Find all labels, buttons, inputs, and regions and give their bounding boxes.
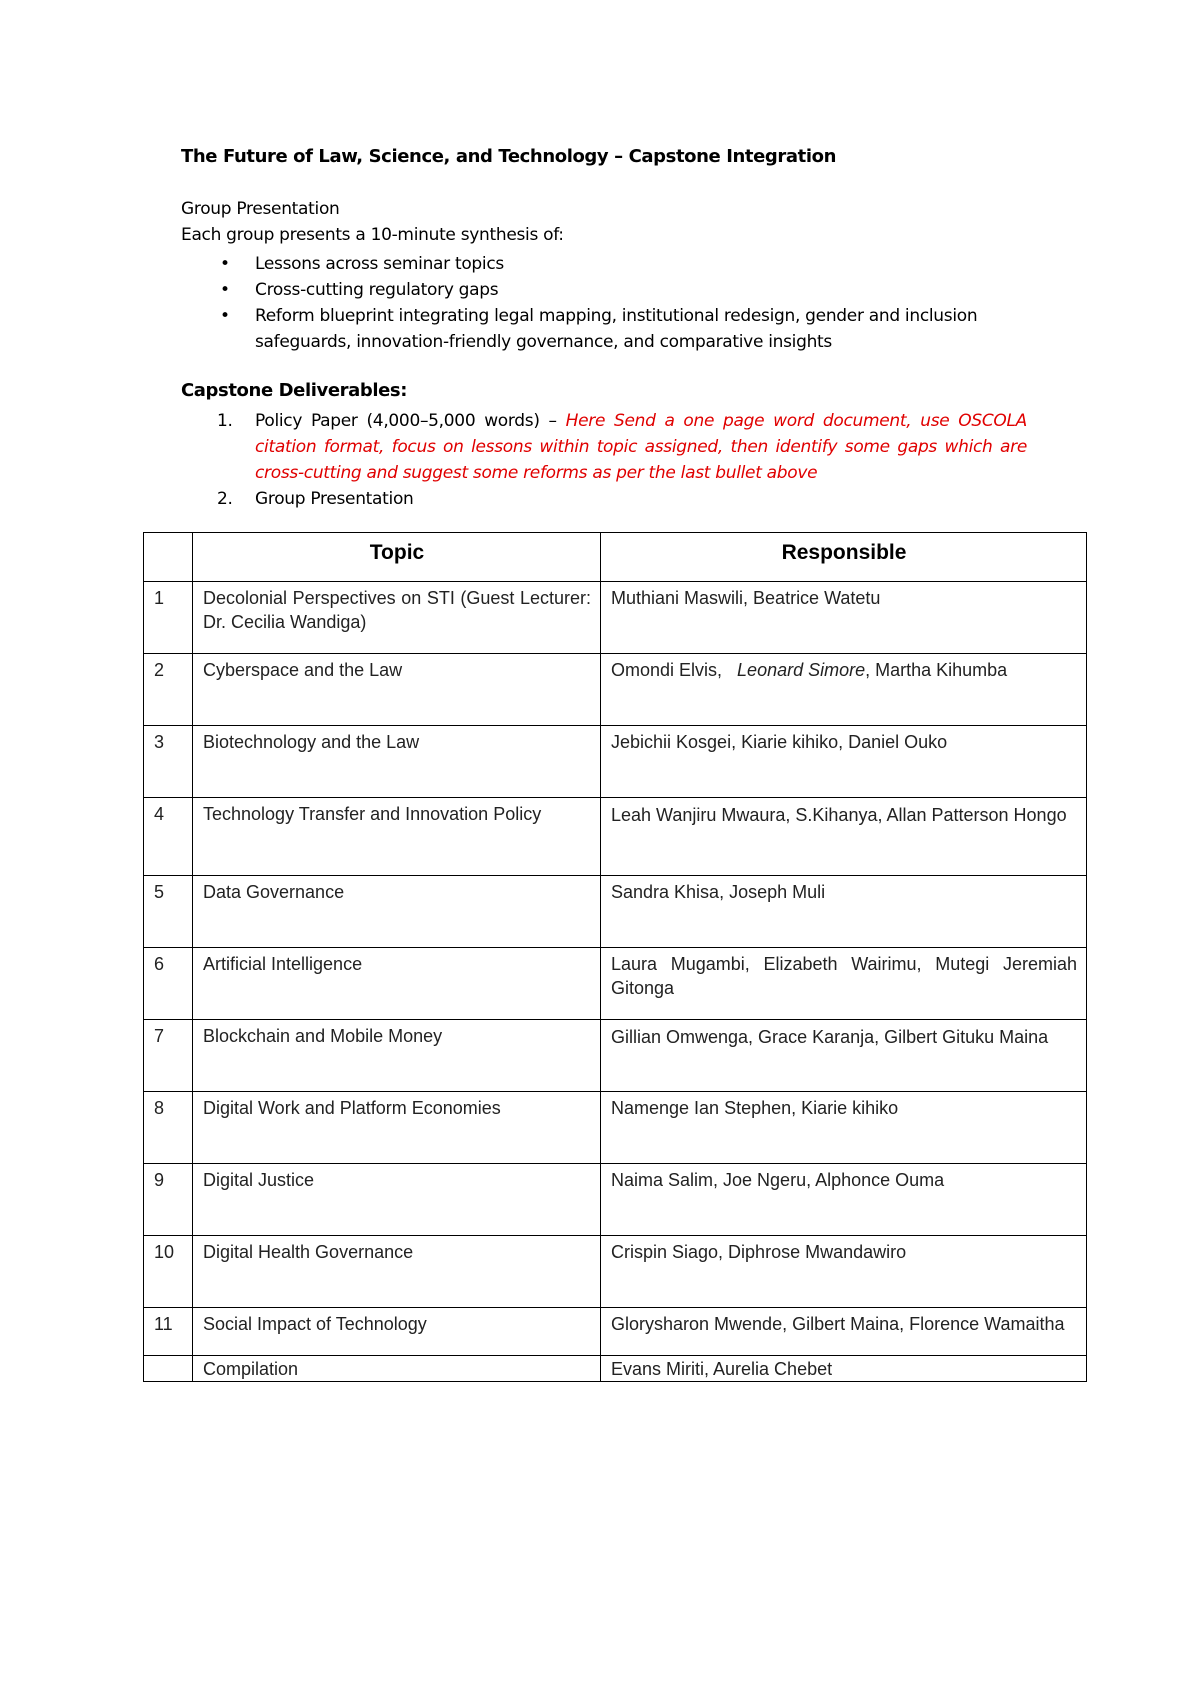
row-topic: Digital Health Governance: [193, 1236, 601, 1308]
bullet-item: [217, 251, 1027, 277]
table-row: [144, 1164, 1087, 1236]
deliverable-item: [217, 486, 1027, 512]
bullet-icon: •: [220, 306, 230, 326]
row-responsible: Crispin Siago, Diphrose Mwandawiro: [601, 1236, 1087, 1308]
row-number: 1: [144, 582, 193, 654]
deliverable-item: [217, 408, 1027, 486]
row-topic: Biotechnology and the Law: [193, 726, 601, 798]
table-row: [144, 1092, 1087, 1164]
row-topic: Compilation: [193, 1356, 601, 1382]
row-number: 4: [144, 798, 193, 876]
row-responsible: Laura Mugambi, Elizabeth Wairimu, Mutegi Jeremiah Gitonga: [601, 948, 1087, 1020]
table-row: [144, 582, 1087, 654]
bullet-text: Cross-cutting regulatory gaps: [255, 280, 499, 300]
row-responsible: Namenge Ian Stephen, Kiarie kihiko: [601, 1092, 1087, 1164]
bullet-item: [217, 277, 1027, 303]
row-responsible: Jebichii Kosgei, Kiarie kihiko, Daniel Ouko: [601, 726, 1087, 798]
row-responsible: Glorysharon Mwende, Gilbert Maina, Florence Wamaitha: [601, 1308, 1087, 1356]
row-topic: Cyberspace and the Law: [193, 654, 601, 726]
bullet-icon: •: [220, 254, 230, 274]
row-responsible: [601, 654, 1087, 726]
row-topic: Data Governance: [193, 876, 601, 948]
row-responsible: Sandra Khisa, Joseph Muli: [601, 876, 1087, 948]
responsible-part: Omondi Elvis,: [611, 660, 738, 680]
row-number: 9: [144, 1164, 193, 1236]
document-title: The Future of Law, Science, and Technology – Capstone Integration: [181, 146, 836, 167]
group-presentation-heading: Group Presentation: [181, 199, 340, 219]
deliverable-number: 2.: [217, 489, 233, 509]
deliverable-text: Group Presentation: [255, 489, 414, 509]
row-responsible: Gillian Omwenga, Grace Karanja, Gilbert Gituku Maina: [601, 1020, 1087, 1092]
bullet-item: [217, 303, 1027, 355]
assignment-table: [143, 532, 1087, 1382]
deliverable-text: Policy Paper (4,000–5,000 words) –: [255, 411, 566, 431]
table-row: [144, 798, 1087, 876]
deliverable-number: 1.: [217, 411, 233, 431]
row-topic: Social Impact of Technology: [193, 1308, 601, 1356]
row-responsible: Naima Salim, Joe Ngeru, Alphonce Ouma: [601, 1164, 1087, 1236]
row-number: 8: [144, 1092, 193, 1164]
bullet-text: Lessons across seminar topics: [255, 254, 504, 274]
table-header-row: [144, 533, 1087, 582]
row-topic: Technology Transfer and Innovation Policy: [193, 798, 601, 876]
row-responsible: Leah Wanjiru Mwaura, S.Kihanya, Allan Patterson Hongo: [601, 798, 1087, 876]
table-row: [144, 1020, 1087, 1092]
row-topic: Decolonial Perspectives on STI (Guest Lecturer: Dr. Cecilia Wandiga): [193, 582, 601, 654]
header-number: [144, 533, 193, 582]
table-row: [144, 876, 1087, 948]
table-row: [144, 1308, 1087, 1356]
row-number: 3: [144, 726, 193, 798]
responsible-part-italic: Leonard Simore: [737, 660, 866, 680]
header-topic: Topic: [193, 533, 601, 582]
row-number: 5: [144, 876, 193, 948]
table-row: [144, 1236, 1087, 1308]
row-topic: Blockchain and Mobile Money: [193, 1020, 601, 1092]
row-number: 6: [144, 948, 193, 1020]
table-row: [144, 1356, 1087, 1382]
table-row: [144, 654, 1087, 726]
bullet-text: Reform blueprint integrating legal mapping, institutional redesign, gender and inclusion safeguards, innovation-friendly governance, and comparative insights: [255, 306, 978, 352]
bullet-icon: •: [220, 280, 230, 300]
row-number: 2: [144, 654, 193, 726]
row-responsible: Evans Miriti, Aurelia Chebet: [601, 1356, 1087, 1382]
row-topic: Digital Justice: [193, 1164, 601, 1236]
deliverable-note: Here Send a one page word document, use OSCOLA citation format, focus on lessons within topic assigned, then identify some gaps which are cross-cutting and suggest some reforms as per the last bullet above: [255, 411, 1027, 483]
synthesis-bullet-list: [217, 251, 1027, 355]
row-number: 7: [144, 1020, 193, 1092]
table-row: [144, 726, 1087, 798]
row-number: 10: [144, 1236, 193, 1308]
row-topic: Artificial Intelligence: [193, 948, 601, 1020]
responsible-part: , Martha Kihumba: [865, 660, 1008, 680]
deliverables-list: [217, 408, 1027, 512]
table-row: [144, 948, 1087, 1020]
row-topic: Digital Work and Platform Economies: [193, 1092, 601, 1164]
row-responsible: Muthiani Maswili, Beatrice Watetu: [601, 582, 1087, 654]
deliverables-heading: Capstone Deliverables:: [181, 380, 408, 401]
row-number: [144, 1356, 193, 1382]
row-number: 11: [144, 1308, 193, 1356]
intro-text: Each group presents a 10-minute synthesis of:: [181, 225, 564, 245]
header-responsible: Responsible: [601, 533, 1087, 582]
